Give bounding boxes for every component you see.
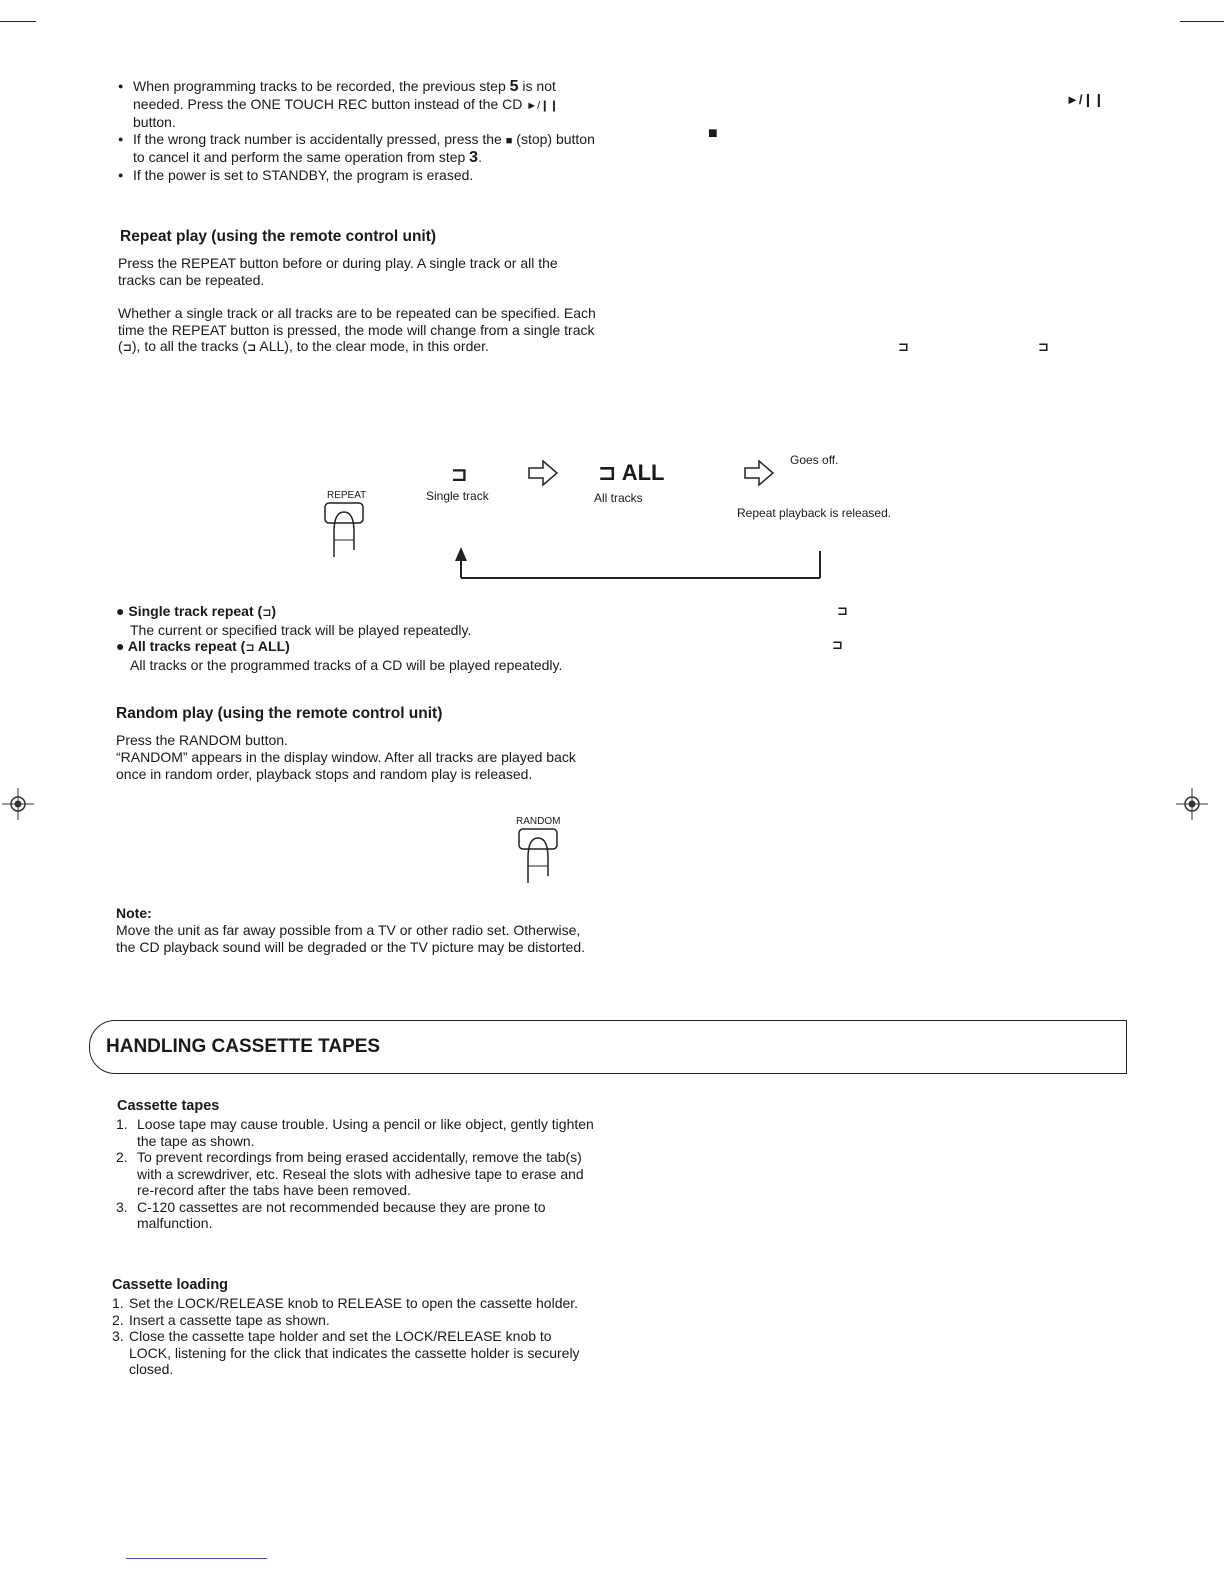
finger-press-random-icon bbox=[514, 826, 562, 884]
return-loop-arrow bbox=[450, 545, 830, 583]
play-pause-margin-icon: ►/❙❙ bbox=[1066, 92, 1105, 107]
list-item: 3. C-120 cassettes are not recommended because they are prone to malfunction. bbox=[116, 1198, 546, 1231]
list-item: 3. Close the cassette tape holder and set the LOCK/RELEASE knob to LOCK, listening for the click that indicates the cassette holder is securely closed. bbox=[112, 1328, 580, 1377]
section-header bbox=[89, 1020, 1127, 1074]
note-one-touch-rec: ● When programming tracks to be recorded, the previous step 5 is not needed. Press the ONE TOUCH REC button instead of the CD ►/❙❙ button. bbox=[118, 78, 598, 131]
list-item: 1. Loose tape may cause trouble. Using a pencil or like object, gently tighten the tape as shown. bbox=[116, 1116, 594, 1149]
single-track-symbol-icon: ⊐ bbox=[451, 462, 468, 486]
repeat-para-1: Press the REPEAT button before or during play. A single track or all the tracks can be repeated. bbox=[118, 255, 558, 288]
all-tracks-symbol-icon: ⊐ bbox=[598, 461, 617, 486]
single-track-label: Single track bbox=[426, 489, 489, 503]
note-standby: ● If the power is set to STANDBY, the program is erased. bbox=[118, 167, 598, 184]
repeat-single-icon: ⊐ bbox=[122, 341, 132, 354]
random-line-2: “RANDOM” appears in the display window. After all tracks are played back once in random order, playback stops and random play is released. bbox=[116, 749, 576, 782]
single-repeat-item: ● Single track repeat (⊐) bbox=[116, 603, 616, 622]
stop-margin-icon: ■ bbox=[708, 125, 718, 142]
cassette-tapes-heading: Cassette tapes bbox=[117, 1098, 220, 1114]
all-tracks-display: ⊐ ALL bbox=[598, 460, 665, 486]
random-line-1: Press the RANDOM button. bbox=[116, 732, 288, 748]
cassette-loading-heading: Cassette loading bbox=[112, 1277, 229, 1293]
list-item: 1. Set the LOCK/RELEASE knob to RELEASE to open the cassette holder. bbox=[112, 1295, 579, 1311]
repeat-margin-icon: ⊐ bbox=[898, 340, 909, 355]
registration-mark-left-icon bbox=[2, 788, 34, 820]
note-wrong-track: ● If the wrong track number is accidentally pressed, press the ■ (stop) button to cancel it and perform the same operation from step 3. bbox=[118, 131, 598, 167]
bottom-rule bbox=[126, 1558, 267, 1559]
all-repeat-item: ● All tracks repeat (⊐ ALL) bbox=[116, 638, 616, 657]
list-item: 2. To prevent recordings from being erased accidentally, remove the tab(s) with a screwdriver, etc. Reseal the slots with adhesive tape to erase and re-record after the tabs have been removed. bbox=[116, 1149, 584, 1198]
repeat-all-icon: ⊐ bbox=[245, 641, 255, 654]
crop-mark-right bbox=[1180, 21, 1224, 22]
all-repeat-desc: All tracks or the programmed tracks of a CD will be played repeatedly. bbox=[130, 656, 563, 673]
note-text: Move the unit as far away possible from a TV or other radio set. Otherwise, the CD playback sound will be degraded or the TV picture may be distorted. bbox=[116, 922, 585, 955]
finger-press-repeat-icon bbox=[320, 500, 368, 558]
goes-off-label: Goes off. bbox=[790, 453, 839, 467]
stop-icon: ■ bbox=[505, 134, 513, 147]
crop-mark-left bbox=[0, 21, 36, 22]
repeat-modes-list bbox=[116, 603, 616, 673]
repeat-all-margin-icon: ⊐ bbox=[832, 638, 843, 653]
note-heading: Note: bbox=[116, 905, 152, 921]
repeat-margin-icon: ⊐ bbox=[1038, 340, 1049, 355]
random-heading: Random play (using the remote control unit) bbox=[116, 705, 443, 722]
arrow-right-icon bbox=[743, 459, 775, 487]
all-tracks-label: All tracks bbox=[594, 491, 643, 505]
play-pause-icon: ►/❙❙ bbox=[526, 99, 559, 112]
repeat-all-icon: ⊐ bbox=[247, 341, 257, 354]
section-title: HANDLING CASSETTE TAPES bbox=[106, 1036, 381, 1057]
repeat-button-label: REPEAT bbox=[327, 490, 367, 501]
repeat-para-2: Whether a single track or all tracks are to be repeated can be specified. Each time the REPEAT button is pressed, the mode will change from a single track (⊐), to all the tracks (⊐ ALL), to the clear mode, in this order. bbox=[118, 305, 598, 357]
random-button-label: RANDOM bbox=[516, 816, 561, 827]
repeat-heading: Repeat play (using the remote control unit) bbox=[120, 228, 437, 245]
cassette-loading-list bbox=[112, 1295, 594, 1378]
repeat-released-label: Repeat playback is released. bbox=[737, 506, 892, 520]
registration-mark-right-icon bbox=[1176, 788, 1208, 820]
arrow-right-icon bbox=[527, 459, 559, 487]
list-item: 2. Insert a cassette tape as shown. bbox=[112, 1311, 330, 1328]
repeat-single-icon: ⊐ bbox=[262, 606, 272, 619]
cassette-tapes-list bbox=[116, 1116, 594, 1232]
repeat-single-margin-icon: ⊐ bbox=[837, 604, 848, 619]
single-repeat-desc: The current or specified track will be played repeatedly. bbox=[130, 621, 472, 638]
programming-notes bbox=[118, 78, 598, 183]
